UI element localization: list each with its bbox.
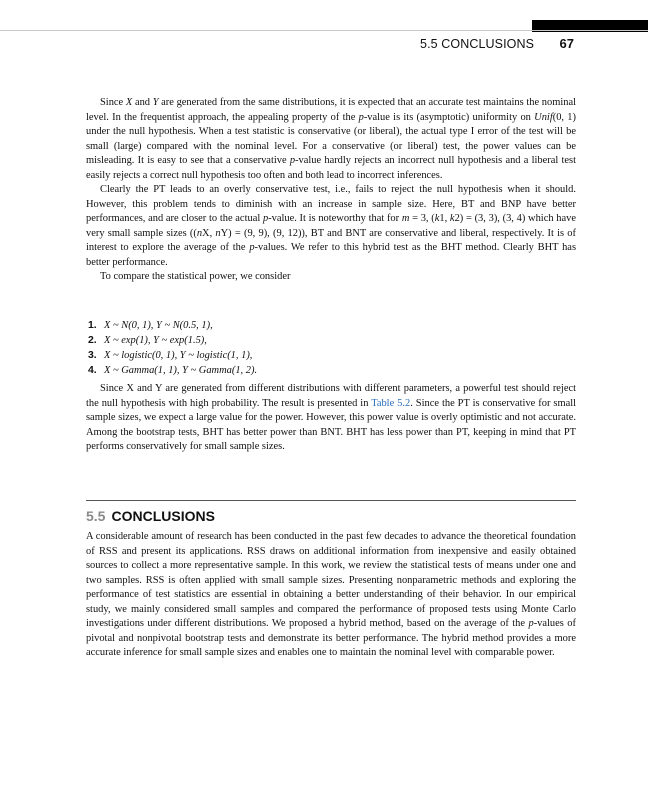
paragraph-5: A considerable amount of research has been conducted in the past few decades to advance the theoretical foundation of RSS and present its applications. RSS draws on additional information from inexpensive and easily obtained sources to collect a more representative sample. In this work, we review the statistical tests of means under one and two samples. RSS is often applied with small sample sizes. Presenting nonparametric methods and exploring the performance of test statistics are essential in obtaining a better understanding of their behavior. In our empirical study, we mainly considered small samples and compared the performance of proposed tests using Monte Carlo investigations under different distributions. We proposed a hybrid method, based on the average of the p-values of pivotal and nonpivotal bootstrap tests and demonstrate its better performance. The hybrid method provides a more accurate inference for small sample sizes and enables one to maintain the nominal level with comparable power. — [86, 531, 576, 658]
paragraph-3: To compare the statistical power, we consider — [100, 271, 291, 282]
paragraph-1: Since X and Y are generated from the same distributions, it is expected that an accurate test maintains the nominal level. In the frequentist approach, the appealing property of the p-value is its (asymptotic) uniformity on Unif(0, 1) under the null hypothesis. When a test statistic is conservative (or liberal), the actual type I error of the test will be small (large) compared with the nominal level. For a conservative (or liberal) test, the power values can be misleading. It is easy to see that a conservative p-value hardly rejects an incorrect null hypothesis and a liberal test easily rejects a correct null hypothesis too often and both lead to incorrect inferences. — [86, 97, 576, 181]
table-reference-link[interactable]: Table 5.2 — [371, 397, 411, 409]
header-rule — [0, 30, 648, 31]
list-item: 1. X ~ N(0, 1), Y ~ N(0.5, 1), — [88, 320, 213, 331]
body-block-2 — [86, 382, 576, 455]
section-heading — [86, 508, 215, 524]
running-head-section: 5.5 CONCLUSIONS — [420, 37, 535, 51]
list-item: 3. X ~ logistic(0, 1), Y ~ logistic(1, 1), — [88, 350, 253, 361]
running-head — [420, 36, 574, 51]
section-divider — [86, 500, 576, 501]
section-number: 5.5 — [86, 508, 106, 524]
paragraph-4: Since X and Y are generated from different distributions with different parameters, a powerful test should reject the null hypothesis with high probability. The result is presented in Table 5.2. Since the PT is conservative for small sample sizes, we expect a large value for the power. However, this power value is overly optimistic and not accurate. Among the bootstrap tests, BHT has better power than BNT. BHT has less power than PT, keeping in mind that PT performs conservatively for small sample sizes. — [86, 383, 577, 452]
page-number: 67 — [559, 36, 574, 51]
list-item: 4. X ~ Gamma(1, 1), Y ~ Gamma(1, 2). — [88, 365, 258, 376]
body-block-1 — [86, 96, 576, 285]
section-title: CONCLUSIONS — [111, 508, 215, 524]
body-block-3 — [86, 530, 576, 661]
list-item: 2. X ~ exp(1), Y ~ exp(1.5), — [88, 335, 207, 346]
paragraph-2: Clearly the PT leads to an overly conservative test, i.e., fails to reject the null hypothesis when it should. However, this problem tends to diminish with an increase in sample size. Here, BT and BNP have better performances, and are closer to the actual p-value. It is noteworthy that for m = 3, (k1, k2) = (3, 3), (3, 4) which have very small sample sizes ((nX, nY) = (9, 9), (9, 12)), BT and BNT are conservative and liberal, respectively. It is of interest to explore the average of the p-values. We refer to this hybrid test as the BHT method. Clearly BHT has better performance. — [86, 184, 577, 268]
distribution-list — [88, 318, 568, 378]
